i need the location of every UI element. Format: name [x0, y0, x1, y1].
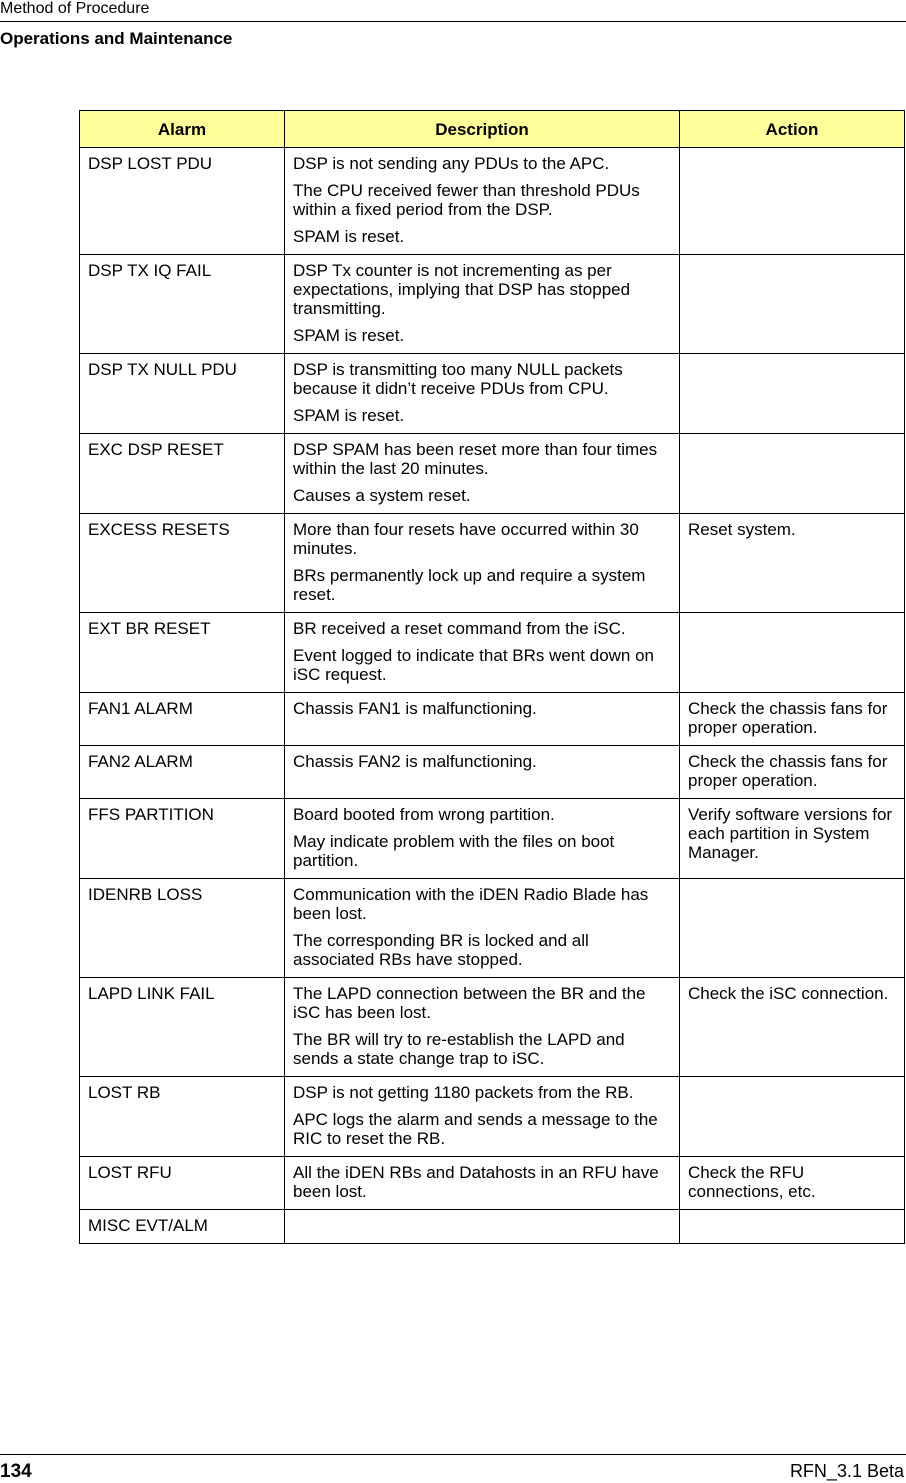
description-paragraph: The corresponding BR is locked and all associated RBs have stopped. [293, 931, 589, 969]
table-row [80, 255, 905, 354]
description-cell [285, 354, 680, 434]
description-cell [285, 1077, 680, 1157]
alarm-name-cell: FAN2 ALARM [80, 746, 285, 799]
alarm-table-body [80, 148, 905, 1244]
description-paragraph: The CPU received fewer than threshold PDUs within a fixed period from the DSP. [293, 181, 640, 219]
description-paragraph: The LAPD connection between the BR and the iSC has been lost. [293, 984, 646, 1022]
action-cell [680, 434, 905, 514]
action-cell [680, 1210, 905, 1244]
alarm-name-cell: EXT BR RESET [80, 613, 285, 693]
alarm-name-cell: IDENRB LOSS [80, 879, 285, 978]
table-row [80, 354, 905, 434]
alarm-name-cell: EXC DSP RESET [80, 434, 285, 514]
description-paragraph: APC logs the alarm and sends a message to the RIC to reset the RB. [293, 1110, 658, 1148]
description-paragraph: DSP is not sending any PDUs to the APC. [293, 154, 610, 173]
alarm-name-cell: DSP LOST PDU [80, 148, 285, 255]
description-cell [285, 514, 680, 613]
table-row [80, 613, 905, 693]
table-row [80, 879, 905, 978]
description-paragraph: SPAM is reset. [293, 227, 405, 246]
table-row [80, 514, 905, 613]
description-paragraph: SPAM is reset. [293, 406, 405, 425]
table-row [80, 693, 905, 746]
description-paragraph: More than four resets have occurred within 30 minutes. [293, 520, 639, 558]
alarm-name-cell: LAPD LINK FAIL [80, 978, 285, 1077]
description-paragraph: Chassis FAN2 is malfunctioning. [293, 752, 537, 771]
action-cell [680, 1077, 905, 1157]
alarm-name-cell: FFS PARTITION [80, 799, 285, 879]
alarm-name-cell: MISC EVT/ALM [80, 1210, 285, 1244]
action-cell: Reset system. [680, 514, 905, 613]
alarm-name-cell: DSP TX NULL PDU [80, 354, 285, 434]
description-paragraph: BRs permanently lock up and require a system reset. [293, 566, 646, 604]
table-row [80, 1077, 905, 1157]
description-paragraph: DSP Tx counter is not incrementing as per expectations, implying that DSP has stopped transmitting. [293, 261, 631, 318]
column-header-description: Description [285, 111, 680, 148]
table-row [80, 978, 905, 1077]
action-cell [680, 613, 905, 693]
description-paragraph: DSP SPAM has been reset more than four times within the last 20 minutes. [293, 440, 658, 478]
document-version: RFN_3.1 Beta [789, 1461, 904, 1481]
alarm-name-cell: DSP TX IQ FAIL [80, 255, 285, 354]
alarm-name-cell: LOST RFU [80, 1157, 285, 1210]
description-paragraph: DSP is transmitting too many NULL packets because it didn’t receive PDUs from CPU. [293, 360, 623, 398]
description-paragraph: Communication with the iDEN Radio Blade has been lost. [293, 885, 649, 923]
description-cell [285, 799, 680, 879]
description-cell [285, 978, 680, 1077]
description-cell [285, 434, 680, 514]
description-cell [285, 613, 680, 693]
description-cell [285, 746, 680, 799]
table-row [80, 799, 905, 879]
description-paragraph: Causes a system reset. [293, 486, 471, 505]
alarm-name-cell: EXCESS RESETS [80, 514, 285, 613]
action-cell [680, 148, 905, 255]
description-paragraph: All the iDEN RBs and Datahosts in an RFU have been lost. [293, 1163, 659, 1201]
description-cell [285, 148, 680, 255]
description-paragraph: Board booted from wrong partition. [293, 805, 555, 824]
action-cell [680, 879, 905, 978]
description-cell [285, 1210, 680, 1244]
alarm-name-cell: FAN1 ALARM [80, 693, 285, 746]
description-cell [285, 255, 680, 354]
table-row [80, 746, 905, 799]
table-row [80, 148, 905, 255]
page-number: 134 [0, 1461, 32, 1482]
action-cell: Check the chassis fans for proper operation. [680, 693, 905, 746]
section-title: Operations and Maintenance [0, 29, 233, 48]
description-paragraph: BR received a reset command from the iSC. [293, 619, 626, 638]
description-paragraph: SPAM is reset. [293, 326, 405, 345]
table-row [80, 434, 905, 514]
description-paragraph: DSP is not getting 1180 packets from the RB. [293, 1083, 634, 1102]
description-paragraph: Chassis FAN1 is malfunctioning. [293, 699, 537, 718]
description-paragraph: Event logged to indicate that BRs went down on iSC request. [293, 646, 655, 684]
table-row [80, 1157, 905, 1210]
description-paragraph: May indicate problem with the files on boot partition. [293, 832, 615, 870]
description-paragraph: The BR will try to re-establish the LAPD and sends a state change trap to iSC. [293, 1030, 625, 1068]
table-header-row [80, 111, 905, 148]
action-cell: Check the chassis fans for proper operation. [680, 746, 905, 799]
alarm-name-cell: LOST RB [80, 1077, 285, 1157]
action-cell: Verify software versions for each partition in System Manager. [680, 799, 905, 879]
action-cell [680, 255, 905, 354]
description-cell [285, 879, 680, 978]
action-cell: Check the iSC connection. [680, 978, 905, 1077]
column-header-alarm: Alarm [80, 111, 285, 148]
column-header-action: Action [680, 111, 905, 148]
document-title: Method of Procedure [0, 0, 150, 17]
table-row [80, 1210, 905, 1244]
action-cell: Check the RFU connections, etc. [680, 1157, 905, 1210]
alarm-table [79, 110, 905, 1244]
description-cell [285, 693, 680, 746]
description-cell [285, 1157, 680, 1210]
footer-divider [0, 1454, 906, 1455]
header-divider [0, 21, 906, 22]
action-cell [680, 354, 905, 434]
